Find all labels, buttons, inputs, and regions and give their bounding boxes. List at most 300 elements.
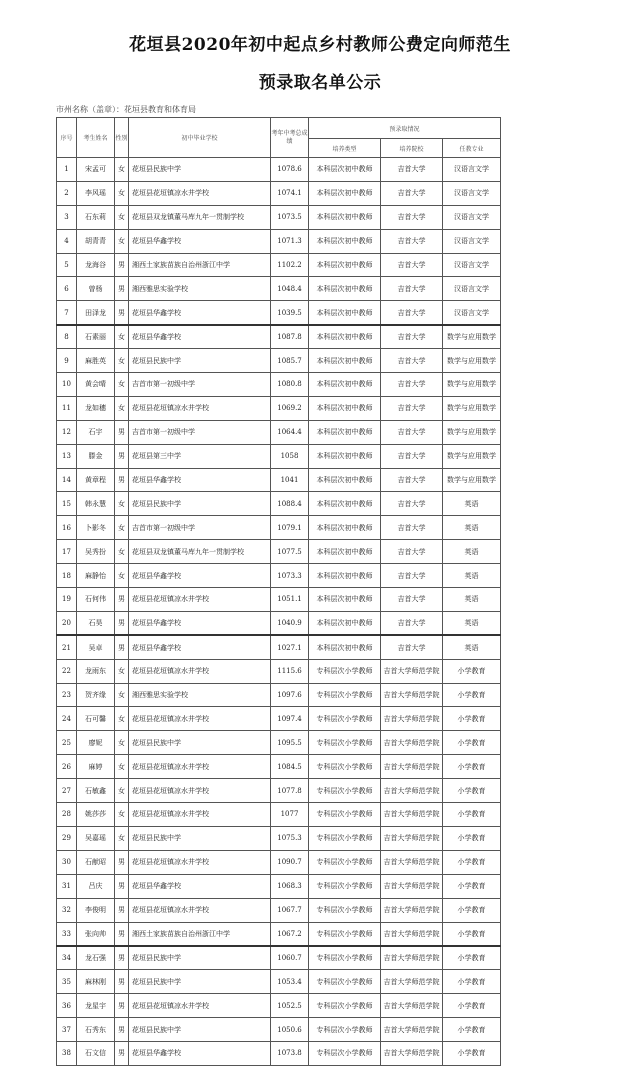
cell-score: 1069.2 — [271, 396, 309, 420]
cell-major: 数学与应用数学 — [443, 373, 501, 397]
cell-gender: 男 — [115, 253, 129, 277]
cell-score: 1074.1 — [271, 181, 309, 205]
cell-score: 1073.8 — [271, 1041, 309, 1065]
table-row — [57, 588, 501, 612]
cell-seq: 8 — [57, 325, 77, 349]
cell-major: 小学教育 — [443, 994, 501, 1018]
cell-school: 花垣县华鑫学校 — [129, 564, 271, 588]
cell-gender: 男 — [115, 1018, 129, 1042]
cell-school: 花垣县花垣镇凉水井学校 — [129, 898, 271, 922]
cell-seq: 3 — [57, 205, 77, 229]
table-row — [57, 349, 501, 373]
cell-university: 吉首大学 — [381, 301, 443, 325]
table-row — [57, 731, 501, 755]
cell-major: 英语 — [443, 516, 501, 540]
cell-score: 1053.4 — [271, 970, 309, 994]
cell-major: 英语 — [443, 540, 501, 564]
cell-name: 石宇 — [77, 420, 115, 444]
cell-gender: 女 — [115, 396, 129, 420]
cell-major: 汉语言文学 — [443, 253, 501, 277]
cell-score: 1040.9 — [271, 611, 309, 635]
cell-seq: 6 — [57, 277, 77, 301]
cell-school: 花垣县华鑫学校 — [129, 468, 271, 492]
cell-university: 吉首大学 — [381, 516, 443, 540]
cell-gender: 男 — [115, 301, 129, 325]
cell-university: 吉首大学 — [381, 396, 443, 420]
cell-gender: 男 — [115, 994, 129, 1018]
cell-gender: 女 — [115, 373, 129, 397]
cell-name: 韩永慧 — [77, 492, 115, 516]
cell-seq: 28 — [57, 803, 77, 827]
cell-gender: 女 — [115, 779, 129, 803]
cell-major: 小学教育 — [443, 898, 501, 922]
cell-university: 吉首大学师范学院 — [381, 731, 443, 755]
cell-seq: 12 — [57, 420, 77, 444]
cell-level: 本科层次初中教师 — [309, 540, 381, 564]
cell-gender: 女 — [115, 325, 129, 349]
cell-major: 小学教育 — [443, 755, 501, 779]
cell-score: 1064.4 — [271, 420, 309, 444]
cell-school: 花垣县花垣镇凉水井学校 — [129, 803, 271, 827]
cell-name: 滕金 — [77, 444, 115, 468]
cell-score: 1090.7 — [271, 850, 309, 874]
table-row — [57, 564, 501, 588]
cell-name: 石何伟 — [77, 588, 115, 612]
cell-seq: 33 — [57, 922, 77, 946]
cell-major: 汉语言文学 — [443, 181, 501, 205]
table-row — [57, 396, 501, 420]
cell-university: 吉首大学 — [381, 181, 443, 205]
cell-level: 本科层次初中教师 — [309, 468, 381, 492]
cell-gender: 女 — [115, 731, 129, 755]
cell-university: 吉首大学师范学院 — [381, 779, 443, 803]
cell-score: 1058 — [271, 444, 309, 468]
cell-gender: 女 — [115, 564, 129, 588]
cell-gender: 女 — [115, 755, 129, 779]
cell-school: 吉首市第一初级中学 — [129, 516, 271, 540]
cell-gender: 男 — [115, 635, 129, 659]
cell-university: 吉首大学师范学院 — [381, 1041, 443, 1065]
cell-university: 吉首大学 — [381, 492, 443, 516]
table-row — [57, 994, 501, 1018]
cell-gender: 男 — [115, 611, 129, 635]
cell-major: 英语 — [443, 588, 501, 612]
cell-level: 专科层次小学教师 — [309, 755, 381, 779]
document-title-line1: 花垣县2020年初中起点乡村教师公费定向师范生 — [129, 35, 511, 55]
cell-score: 1087.8 — [271, 325, 309, 349]
cell-level: 本科层次初中教师 — [309, 158, 381, 182]
cell-seq: 19 — [57, 588, 77, 612]
cell-school: 湘西土家族苗族自治州浙江中学 — [129, 253, 271, 277]
cell-seq: 37 — [57, 1018, 77, 1042]
cell-gender: 男 — [115, 468, 129, 492]
header-gender: 性别 — [115, 118, 129, 158]
table-header — [57, 118, 501, 158]
cell-major: 小学教育 — [443, 803, 501, 827]
cell-seq: 13 — [57, 444, 77, 468]
header-level: 培养类型 — [309, 139, 381, 158]
cell-school: 花垣县花垣镇凉水井学校 — [129, 755, 271, 779]
cell-university: 吉首大学师范学院 — [381, 683, 443, 707]
cell-school: 吉首市第一初级中学 — [129, 373, 271, 397]
cell-seq: 27 — [57, 779, 77, 803]
header-university: 培养院校 — [381, 139, 443, 158]
cell-gender: 男 — [115, 588, 129, 612]
cell-level: 本科层次初中教师 — [309, 325, 381, 349]
cell-school: 花垣县华鑫学校 — [129, 611, 271, 635]
cell-university: 吉首大学师范学院 — [381, 994, 443, 1018]
cell-name: 曾杨 — [77, 277, 115, 301]
cell-level: 专科层次小学教师 — [309, 994, 381, 1018]
cell-seq: 16 — [57, 516, 77, 540]
cell-school: 花垣县民族中学 — [129, 946, 271, 970]
cell-major: 英语 — [443, 611, 501, 635]
table-row — [57, 373, 501, 397]
cell-gender: 女 — [115, 229, 129, 253]
cell-gender: 女 — [115, 540, 129, 564]
cell-score: 1102.2 — [271, 253, 309, 277]
table-row — [57, 516, 501, 540]
table-row — [57, 635, 501, 659]
cell-university: 吉首大学 — [381, 277, 443, 301]
cell-major: 小学教育 — [443, 970, 501, 994]
cell-level: 专科层次小学教师 — [309, 922, 381, 946]
table-row — [57, 1041, 501, 1065]
cell-name: 石文信 — [77, 1041, 115, 1065]
cell-seq: 38 — [57, 1041, 77, 1065]
cell-major: 小学教育 — [443, 707, 501, 731]
cell-major: 小学教育 — [443, 922, 501, 946]
cell-gender: 女 — [115, 349, 129, 373]
cell-level: 专科层次小学教师 — [309, 898, 381, 922]
table-row — [57, 946, 501, 970]
cell-major: 小学教育 — [443, 1041, 501, 1065]
table-row — [57, 611, 501, 635]
cell-seq: 23 — [57, 683, 77, 707]
cell-university: 吉首大学 — [381, 325, 443, 349]
cell-score: 1027.1 — [271, 635, 309, 659]
table-body — [57, 158, 501, 1066]
cell-level: 专科层次小学教师 — [309, 970, 381, 994]
cell-seq: 32 — [57, 898, 77, 922]
cell-name: 黄会晴 — [77, 373, 115, 397]
cell-gender: 女 — [115, 707, 129, 731]
city-label: 市州名称（盖章）：花垣县教育和体育局 — [56, 105, 196, 114]
header-major: 任教专业 — [443, 139, 501, 158]
cell-level: 本科层次初中教师 — [309, 373, 381, 397]
cell-name: 廖妮 — [77, 731, 115, 755]
cell-gender: 男 — [115, 277, 129, 301]
cell-school: 花垣县华鑫学校 — [129, 325, 271, 349]
cell-score: 1080.8 — [271, 373, 309, 397]
cell-score: 1085.7 — [271, 349, 309, 373]
cell-school: 花垣县民族中学 — [129, 158, 271, 182]
cell-level: 专科层次小学教师 — [309, 850, 381, 874]
cell-score: 1041 — [271, 468, 309, 492]
cell-gender: 女 — [115, 181, 129, 205]
cell-school: 花垣县华鑫学校 — [129, 635, 271, 659]
cell-level: 本科层次初中教师 — [309, 301, 381, 325]
cell-level: 本科层次初中教师 — [309, 444, 381, 468]
cell-name: 张向帅 — [77, 922, 115, 946]
cell-major: 汉语言文学 — [443, 277, 501, 301]
cell-gender: 男 — [115, 946, 129, 970]
cell-score: 1084.5 — [271, 755, 309, 779]
cell-score: 1095.5 — [271, 731, 309, 755]
cell-seq: 34 — [57, 946, 77, 970]
header-school: 初中毕业学校 — [129, 118, 271, 158]
cell-seq: 20 — [57, 611, 77, 635]
cell-seq: 36 — [57, 994, 77, 1018]
header-score: 考年中考总成绩 — [271, 118, 309, 158]
cell-seq: 25 — [57, 731, 77, 755]
cell-seq: 26 — [57, 755, 77, 779]
cell-school: 花垣县花垣镇凉水井学校 — [129, 779, 271, 803]
cell-gender: 男 — [115, 898, 129, 922]
cell-school: 花垣县双龙镇董马库九年一贯制学校 — [129, 205, 271, 229]
cell-name: 姚莎莎 — [77, 803, 115, 827]
cell-score: 1039.5 — [271, 301, 309, 325]
cell-name: 石敏鑫 — [77, 779, 115, 803]
cell-university: 吉首大学师范学院 — [381, 659, 443, 683]
cell-score: 1115.6 — [271, 659, 309, 683]
cell-level: 本科层次初中教师 — [309, 181, 381, 205]
table-row — [57, 301, 501, 325]
cell-university: 吉首大学师范学院 — [381, 970, 443, 994]
cell-name: 石素丽 — [77, 325, 115, 349]
cell-level: 专科层次小学教师 — [309, 707, 381, 731]
cell-level: 本科层次初中教师 — [309, 588, 381, 612]
cell-university: 吉首大学师范学院 — [381, 826, 443, 850]
cell-name: 石昊 — [77, 611, 115, 635]
cell-score: 1060.7 — [271, 946, 309, 970]
cell-school: 吉首市第一初级中学 — [129, 420, 271, 444]
admission-table — [56, 117, 501, 1066]
cell-seq: 17 — [57, 540, 77, 564]
cell-seq: 11 — [57, 396, 77, 420]
cell-university: 吉首大学 — [381, 635, 443, 659]
table-row — [57, 277, 501, 301]
cell-school: 湘西土家族苗族自治州浙江中学 — [129, 922, 271, 946]
cell-seq: 24 — [57, 707, 77, 731]
cell-score: 1075.3 — [271, 826, 309, 850]
cell-name: 吴卓 — [77, 635, 115, 659]
cell-school: 花垣县花垣镇凉水井学校 — [129, 396, 271, 420]
cell-major: 小学教育 — [443, 1018, 501, 1042]
cell-name: 石东莉 — [77, 205, 115, 229]
cell-name: 麻胜英 — [77, 349, 115, 373]
cell-gender: 女 — [115, 659, 129, 683]
table-row — [57, 444, 501, 468]
header-seq: 序号 — [57, 118, 77, 158]
cell-score: 1077.8 — [271, 779, 309, 803]
cell-major: 数学与应用数学 — [443, 396, 501, 420]
cell-school: 花垣县华鑫学校 — [129, 874, 271, 898]
cell-university: 吉首大学 — [381, 420, 443, 444]
table-row — [57, 659, 501, 683]
cell-university: 吉首大学师范学院 — [381, 922, 443, 946]
cell-level: 专科层次小学教师 — [309, 731, 381, 755]
cell-score: 1067.7 — [271, 898, 309, 922]
cell-school: 花垣县民族中学 — [129, 970, 271, 994]
table-row — [57, 1018, 501, 1042]
cell-university: 吉首大学师范学院 — [381, 898, 443, 922]
cell-level: 本科层次初中教师 — [309, 564, 381, 588]
cell-major: 数学与应用数学 — [443, 325, 501, 349]
cell-university: 吉首大学 — [381, 158, 443, 182]
cell-seq: 4 — [57, 229, 77, 253]
cell-university: 吉首大学师范学院 — [381, 874, 443, 898]
cell-major: 数学与应用数学 — [443, 420, 501, 444]
table-row — [57, 874, 501, 898]
cell-university: 吉首大学 — [381, 253, 443, 277]
cell-university: 吉首大学师范学院 — [381, 946, 443, 970]
cell-seq: 21 — [57, 635, 77, 659]
cell-name: 田泽龙 — [77, 301, 115, 325]
cell-gender: 男 — [115, 420, 129, 444]
cell-level: 专科层次小学教师 — [309, 803, 381, 827]
cell-gender: 女 — [115, 826, 129, 850]
cell-level: 专科层次小学教师 — [309, 946, 381, 970]
cell-name: 龙如穗 — [77, 396, 115, 420]
cell-score: 1067.2 — [271, 922, 309, 946]
cell-gender: 女 — [115, 683, 129, 707]
cell-seq: 1 — [57, 158, 77, 182]
table-row — [57, 898, 501, 922]
cell-level: 本科层次初中教师 — [309, 229, 381, 253]
cell-name: 吴秀扮 — [77, 540, 115, 564]
cell-level: 本科层次初中教师 — [309, 635, 381, 659]
cell-seq: 30 — [57, 850, 77, 874]
cell-major: 汉语言文学 — [443, 158, 501, 182]
cell-name: 龙星宇 — [77, 994, 115, 1018]
cell-major: 数学与应用数学 — [443, 444, 501, 468]
cell-name: 卜影冬 — [77, 516, 115, 540]
cell-major: 小学教育 — [443, 659, 501, 683]
cell-gender: 男 — [115, 970, 129, 994]
cell-name: 吴嘉瑶 — [77, 826, 115, 850]
document-title-line2: 预录取名单公示 — [258, 73, 382, 93]
cell-level: 专科层次小学教师 — [309, 1041, 381, 1065]
table-row — [57, 826, 501, 850]
cell-school: 花垣县华鑫学校 — [129, 1041, 271, 1065]
cell-school: 花垣县民族中学 — [129, 1018, 271, 1042]
cell-name: 石献昭 — [77, 850, 115, 874]
cell-score: 1097.6 — [271, 683, 309, 707]
cell-school: 花垣县花垣镇凉水井学校 — [129, 850, 271, 874]
cell-major: 小学教育 — [443, 731, 501, 755]
table-row — [57, 779, 501, 803]
cell-major: 汉语言文学 — [443, 205, 501, 229]
cell-seq: 10 — [57, 373, 77, 397]
cell-seq: 14 — [57, 468, 77, 492]
cell-score: 1073.5 — [271, 205, 309, 229]
cell-gender: 女 — [115, 516, 129, 540]
table-row — [57, 707, 501, 731]
table-row — [57, 492, 501, 516]
table-row — [57, 420, 501, 444]
cell-gender: 女 — [115, 492, 129, 516]
cell-school: 花垣县华鑫学校 — [129, 229, 271, 253]
table-row — [57, 540, 501, 564]
cell-name: 麻静怡 — [77, 564, 115, 588]
cell-level: 本科层次初中教师 — [309, 516, 381, 540]
cell-university: 吉首大学 — [381, 611, 443, 635]
cell-major: 小学教育 — [443, 874, 501, 898]
cell-major: 数学与应用数学 — [443, 349, 501, 373]
cell-major: 数学与应用数学 — [443, 468, 501, 492]
cell-level: 本科层次初中教师 — [309, 492, 381, 516]
table-row — [57, 922, 501, 946]
cell-school: 花垣县双龙镇董马库九年一贯制学校 — [129, 540, 271, 564]
cell-major: 汉语言文学 — [443, 301, 501, 325]
cell-university: 吉首大学 — [381, 373, 443, 397]
table-row — [57, 803, 501, 827]
cell-score: 1073.3 — [271, 564, 309, 588]
cell-name: 黄章程 — [77, 468, 115, 492]
cell-school: 花垣县花垣镇凉水井学校 — [129, 994, 271, 1018]
cell-school: 湘西雅思实验学校 — [129, 277, 271, 301]
cell-gender: 女 — [115, 158, 129, 182]
cell-score: 1052.5 — [271, 994, 309, 1018]
cell-university: 吉首大学 — [381, 205, 443, 229]
table-row — [57, 158, 501, 182]
cell-score: 1078.6 — [271, 158, 309, 182]
cell-score: 1051.1 — [271, 588, 309, 612]
cell-university: 吉首大学 — [381, 468, 443, 492]
cell-seq: 15 — [57, 492, 77, 516]
cell-major: 小学教育 — [443, 850, 501, 874]
cell-university: 吉首大学师范学院 — [381, 803, 443, 827]
table-row — [57, 229, 501, 253]
table-row — [57, 468, 501, 492]
cell-score: 1068.3 — [271, 874, 309, 898]
cell-school: 花垣县花垣镇凉水井学校 — [129, 659, 271, 683]
cell-level: 本科层次初中教师 — [309, 611, 381, 635]
cell-seq: 7 — [57, 301, 77, 325]
cell-seq: 31 — [57, 874, 77, 898]
cell-seq: 2 — [57, 181, 77, 205]
table-row — [57, 253, 501, 277]
cell-score: 1050.6 — [271, 1018, 309, 1042]
header-admission-group: 预录取情况 — [309, 118, 501, 139]
cell-level: 本科层次初中教师 — [309, 420, 381, 444]
cell-gender: 男 — [115, 922, 129, 946]
cell-name: 龙石强 — [77, 946, 115, 970]
table-row — [57, 970, 501, 994]
cell-level: 本科层次初中教师 — [309, 277, 381, 301]
cell-gender: 男 — [115, 444, 129, 468]
cell-gender: 女 — [115, 803, 129, 827]
cell-school: 花垣县民族中学 — [129, 826, 271, 850]
cell-name: 吕庆 — [77, 874, 115, 898]
cell-university: 吉首大学 — [381, 444, 443, 468]
cell-seq: 22 — [57, 659, 77, 683]
cell-school: 花垣县民族中学 — [129, 492, 271, 516]
cell-major: 英语 — [443, 564, 501, 588]
cell-seq: 29 — [57, 826, 77, 850]
cell-school: 花垣县民族中学 — [129, 349, 271, 373]
cell-level: 专科层次小学教师 — [309, 683, 381, 707]
header-name: 考生姓名 — [77, 118, 115, 158]
cell-level: 专科层次小学教师 — [309, 826, 381, 850]
cell-university: 吉首大学师范学院 — [381, 850, 443, 874]
cell-name: 龙雨东 — [77, 659, 115, 683]
cell-major: 小学教育 — [443, 826, 501, 850]
cell-score: 1077.5 — [271, 540, 309, 564]
cell-score: 1079.1 — [271, 516, 309, 540]
cell-name: 麻婷 — [77, 755, 115, 779]
